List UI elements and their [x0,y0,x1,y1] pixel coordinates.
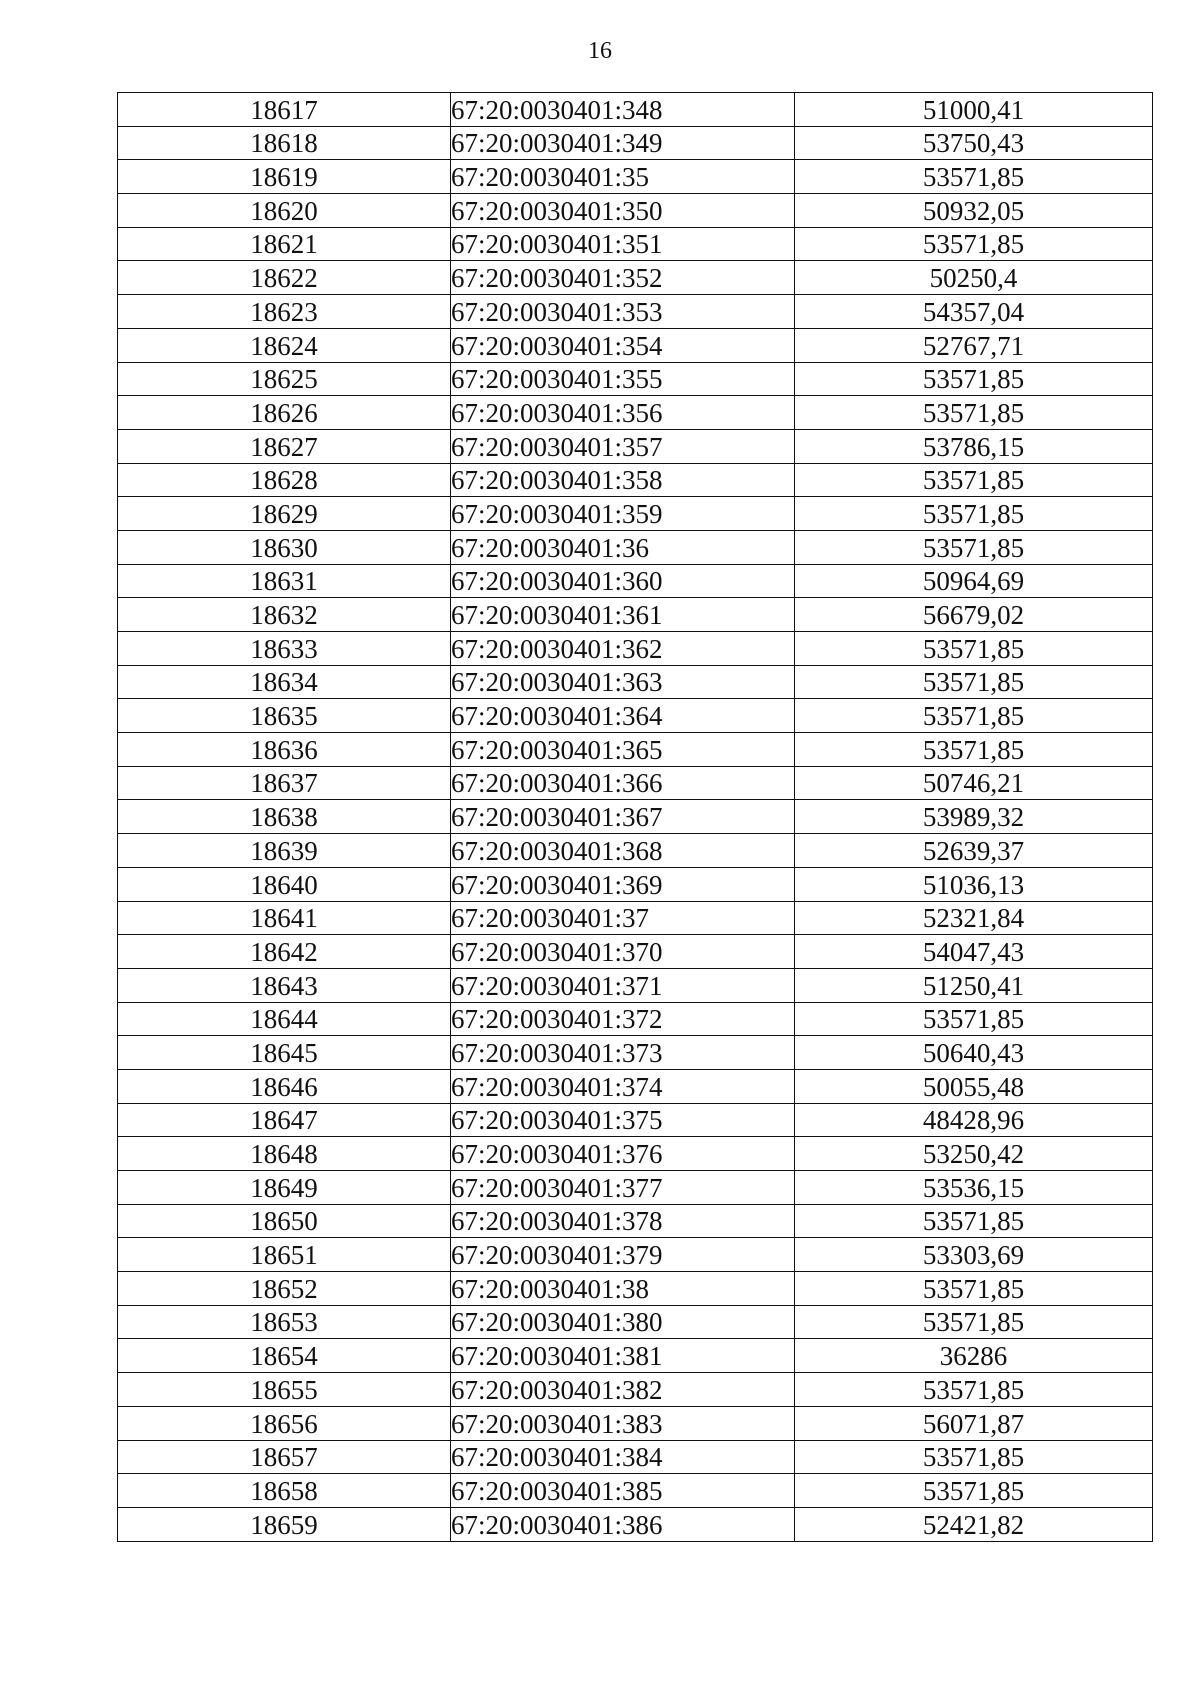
table-row [118,867,1153,901]
row-number-cell: 18621 [118,227,451,261]
cadastral-value-cell: 53750,43 [795,126,1153,160]
row-number-cell: 18657 [118,1440,451,1474]
row-number-cell: 18645 [118,1036,451,1070]
cadastral-number-cell: 67:20:0030401:371 [451,968,795,1002]
cadastral-value-table [117,92,1153,1542]
cadastral-number-cell: 67:20:0030401:348 [451,93,795,127]
table-row [118,968,1153,1002]
cadastral-value-cell: 53571,85 [795,463,1153,497]
cadastral-value-cell: 53571,85 [795,733,1153,767]
cadastral-number-cell: 67:20:0030401:385 [451,1474,795,1508]
row-number-cell: 18626 [118,396,451,430]
cadastral-number-cell: 67:20:0030401:373 [451,1036,795,1070]
cadastral-value-cell: 53571,85 [795,497,1153,531]
row-number-cell: 18648 [118,1137,451,1171]
table-row [118,93,1153,127]
cadastral-number-cell: 67:20:0030401:372 [451,1002,795,1036]
table-row [118,699,1153,733]
cadastral-number-cell: 67:20:0030401:365 [451,733,795,767]
cadastral-number-cell: 67:20:0030401:356 [451,396,795,430]
row-number-cell: 18641 [118,901,451,935]
table-row [118,935,1153,969]
table-body [118,93,1153,1542]
row-number-cell: 18651 [118,1238,451,1272]
table-row [118,598,1153,632]
cadastral-number-cell: 67:20:0030401:374 [451,1069,795,1103]
table-row [118,463,1153,497]
row-number-cell: 18620 [118,194,451,228]
cadastral-number-cell: 67:20:0030401:364 [451,699,795,733]
cadastral-number-cell: 67:20:0030401:352 [451,261,795,295]
cadastral-number-cell: 67:20:0030401:376 [451,1137,795,1171]
cadastral-number-cell: 67:20:0030401:366 [451,766,795,800]
cadastral-number-cell: 67:20:0030401:354 [451,328,795,362]
row-number-cell: 18636 [118,733,451,767]
table-row [118,1272,1153,1306]
table-row [118,1305,1153,1339]
cadastral-value-cell: 53250,42 [795,1137,1153,1171]
row-number-cell: 18628 [118,463,451,497]
row-number-cell: 18649 [118,1171,451,1205]
cadastral-value-cell: 53571,85 [795,227,1153,261]
row-number-cell: 18623 [118,295,451,329]
cadastral-value-cell: 50746,21 [795,766,1153,800]
row-number-cell: 18655 [118,1373,451,1407]
cadastral-value-cell: 53571,85 [795,699,1153,733]
cadastral-value-cell: 52767,71 [795,328,1153,362]
cadastral-value-cell: 52639,37 [795,834,1153,868]
cadastral-value-cell: 50055,48 [795,1069,1153,1103]
cadastral-number-cell: 67:20:0030401:384 [451,1440,795,1474]
row-number-cell: 18632 [118,598,451,632]
row-number-cell: 18634 [118,665,451,699]
cadastral-number-cell: 67:20:0030401:367 [451,800,795,834]
cadastral-value-cell: 51250,41 [795,968,1153,1002]
cadastral-value-cell: 50250,4 [795,261,1153,295]
row-number-cell: 18630 [118,530,451,564]
table-row [118,1373,1153,1407]
table-row [118,632,1153,666]
cadastral-number-cell: 67:20:0030401:363 [451,665,795,699]
table-row [118,1238,1153,1272]
row-number-cell: 18658 [118,1474,451,1508]
cadastral-value-cell: 53571,85 [795,665,1153,699]
table-row [118,295,1153,329]
table-row [118,1137,1153,1171]
cadastral-value-cell: 36286 [795,1339,1153,1373]
table-row [118,497,1153,531]
cadastral-value-cell: 53571,85 [795,1440,1153,1474]
row-number-cell: 18622 [118,261,451,295]
row-number-cell: 18624 [118,328,451,362]
cadastral-value-cell: 53571,85 [795,1474,1153,1508]
table-row [118,227,1153,261]
table-row [118,1440,1153,1474]
table-row [118,160,1153,194]
cadastral-number-cell: 67:20:0030401:383 [451,1406,795,1440]
cadastral-value-cell: 51000,41 [795,93,1153,127]
row-number-cell: 18638 [118,800,451,834]
cadastral-number-cell: 67:20:0030401:379 [451,1238,795,1272]
row-number-cell: 18650 [118,1204,451,1238]
row-number-cell: 18625 [118,362,451,396]
table-row [118,328,1153,362]
cadastral-value-cell: 50964,69 [795,564,1153,598]
table-row [118,901,1153,935]
cadastral-number-cell: 67:20:0030401:378 [451,1204,795,1238]
cadastral-number-cell: 67:20:0030401:361 [451,598,795,632]
cadastral-number-cell: 67:20:0030401:386 [451,1507,795,1541]
cadastral-number-cell: 67:20:0030401:368 [451,834,795,868]
row-number-cell: 18631 [118,564,451,598]
cadastral-number-cell: 67:20:0030401:35 [451,160,795,194]
row-number-cell: 18643 [118,968,451,1002]
row-number-cell: 18637 [118,766,451,800]
cadastral-number-cell: 67:20:0030401:355 [451,362,795,396]
cadastral-number-cell: 67:20:0030401:38 [451,1272,795,1306]
cadastral-number-cell: 67:20:0030401:377 [451,1171,795,1205]
table-row [118,396,1153,430]
row-number-cell: 18617 [118,93,451,127]
cadastral-number-cell: 67:20:0030401:357 [451,429,795,463]
cadastral-value-cell: 52421,82 [795,1507,1153,1541]
cadastral-value-cell: 53571,85 [795,632,1153,666]
cadastral-value-cell: 56071,87 [795,1406,1153,1440]
table-row [118,1474,1153,1508]
row-number-cell: 18642 [118,935,451,969]
row-number-cell: 18647 [118,1103,451,1137]
table-row [118,1171,1153,1205]
cadastral-number-cell: 67:20:0030401:370 [451,935,795,969]
cadastral-number-cell: 67:20:0030401:362 [451,632,795,666]
cadastral-number-cell: 67:20:0030401:353 [451,295,795,329]
cadastral-value-cell: 50640,43 [795,1036,1153,1070]
table-row [118,1103,1153,1137]
table-row [118,733,1153,767]
row-number-cell: 18653 [118,1305,451,1339]
cadastral-value-cell: 53303,69 [795,1238,1153,1272]
cadastral-value-cell: 56679,02 [795,598,1153,632]
row-number-cell: 18618 [118,126,451,160]
cadastral-value-cell: 53536,15 [795,1171,1153,1205]
table-row [118,261,1153,295]
table-row [118,800,1153,834]
row-number-cell: 18656 [118,1406,451,1440]
table-row [118,1036,1153,1070]
table-row [118,1204,1153,1238]
cadastral-number-cell: 67:20:0030401:375 [451,1103,795,1137]
table-row [118,1507,1153,1541]
cadastral-value-cell: 48428,96 [795,1103,1153,1137]
cadastral-number-cell: 67:20:0030401:359 [451,497,795,531]
cadastral-value-cell: 53571,85 [795,1305,1153,1339]
cadastral-value-cell: 54047,43 [795,935,1153,969]
cadastral-number-cell: 67:20:0030401:358 [451,463,795,497]
row-number-cell: 18639 [118,834,451,868]
page-number: 16 [588,38,612,64]
row-number-cell: 18633 [118,632,451,666]
table-row [118,564,1153,598]
table-row [118,834,1153,868]
table-row [118,1406,1153,1440]
row-number-cell: 18629 [118,497,451,531]
cadastral-value-cell: 51036,13 [795,867,1153,901]
cadastral-value-cell: 53989,32 [795,800,1153,834]
cadastral-number-cell: 67:20:0030401:382 [451,1373,795,1407]
table-row [118,429,1153,463]
cadastral-value-cell: 53571,85 [795,160,1153,194]
cadastral-value-cell: 54357,04 [795,295,1153,329]
table-row [118,362,1153,396]
row-number-cell: 18659 [118,1507,451,1541]
cadastral-number-cell: 67:20:0030401:381 [451,1339,795,1373]
row-number-cell: 18627 [118,429,451,463]
row-number-cell: 18654 [118,1339,451,1373]
table-row [118,665,1153,699]
cadastral-number-cell: 67:20:0030401:380 [451,1305,795,1339]
cadastral-value-cell: 53571,85 [795,362,1153,396]
cadastral-value-cell: 53571,85 [795,1272,1153,1306]
row-number-cell: 18640 [118,867,451,901]
cadastral-value-cell: 53571,85 [795,530,1153,564]
cadastral-value-cell: 53786,15 [795,429,1153,463]
cadastral-number-cell: 67:20:0030401:36 [451,530,795,564]
table-row [118,1002,1153,1036]
cadastral-value-cell: 53571,85 [795,1204,1153,1238]
table-row [118,194,1153,228]
cadastral-number-cell: 67:20:0030401:360 [451,564,795,598]
table-row [118,766,1153,800]
row-number-cell: 18619 [118,160,451,194]
table-row [118,1069,1153,1103]
cadastral-value-cell: 53571,85 [795,1373,1153,1407]
row-number-cell: 18644 [118,1002,451,1036]
row-number-cell: 18646 [118,1069,451,1103]
cadastral-number-cell: 67:20:0030401:37 [451,901,795,935]
row-number-cell: 18652 [118,1272,451,1306]
cadastral-value-cell: 53571,85 [795,1002,1153,1036]
cadastral-number-cell: 67:20:0030401:351 [451,227,795,261]
cadastral-value-cell: 50932,05 [795,194,1153,228]
table-row [118,126,1153,160]
cadastral-number-cell: 67:20:0030401:350 [451,194,795,228]
cadastral-value-cell: 52321,84 [795,901,1153,935]
cadastral-number-cell: 67:20:0030401:369 [451,867,795,901]
cadastral-value-cell: 53571,85 [795,396,1153,430]
table-row [118,1339,1153,1373]
cadastral-number-cell: 67:20:0030401:349 [451,126,795,160]
table-row [118,530,1153,564]
row-number-cell: 18635 [118,699,451,733]
